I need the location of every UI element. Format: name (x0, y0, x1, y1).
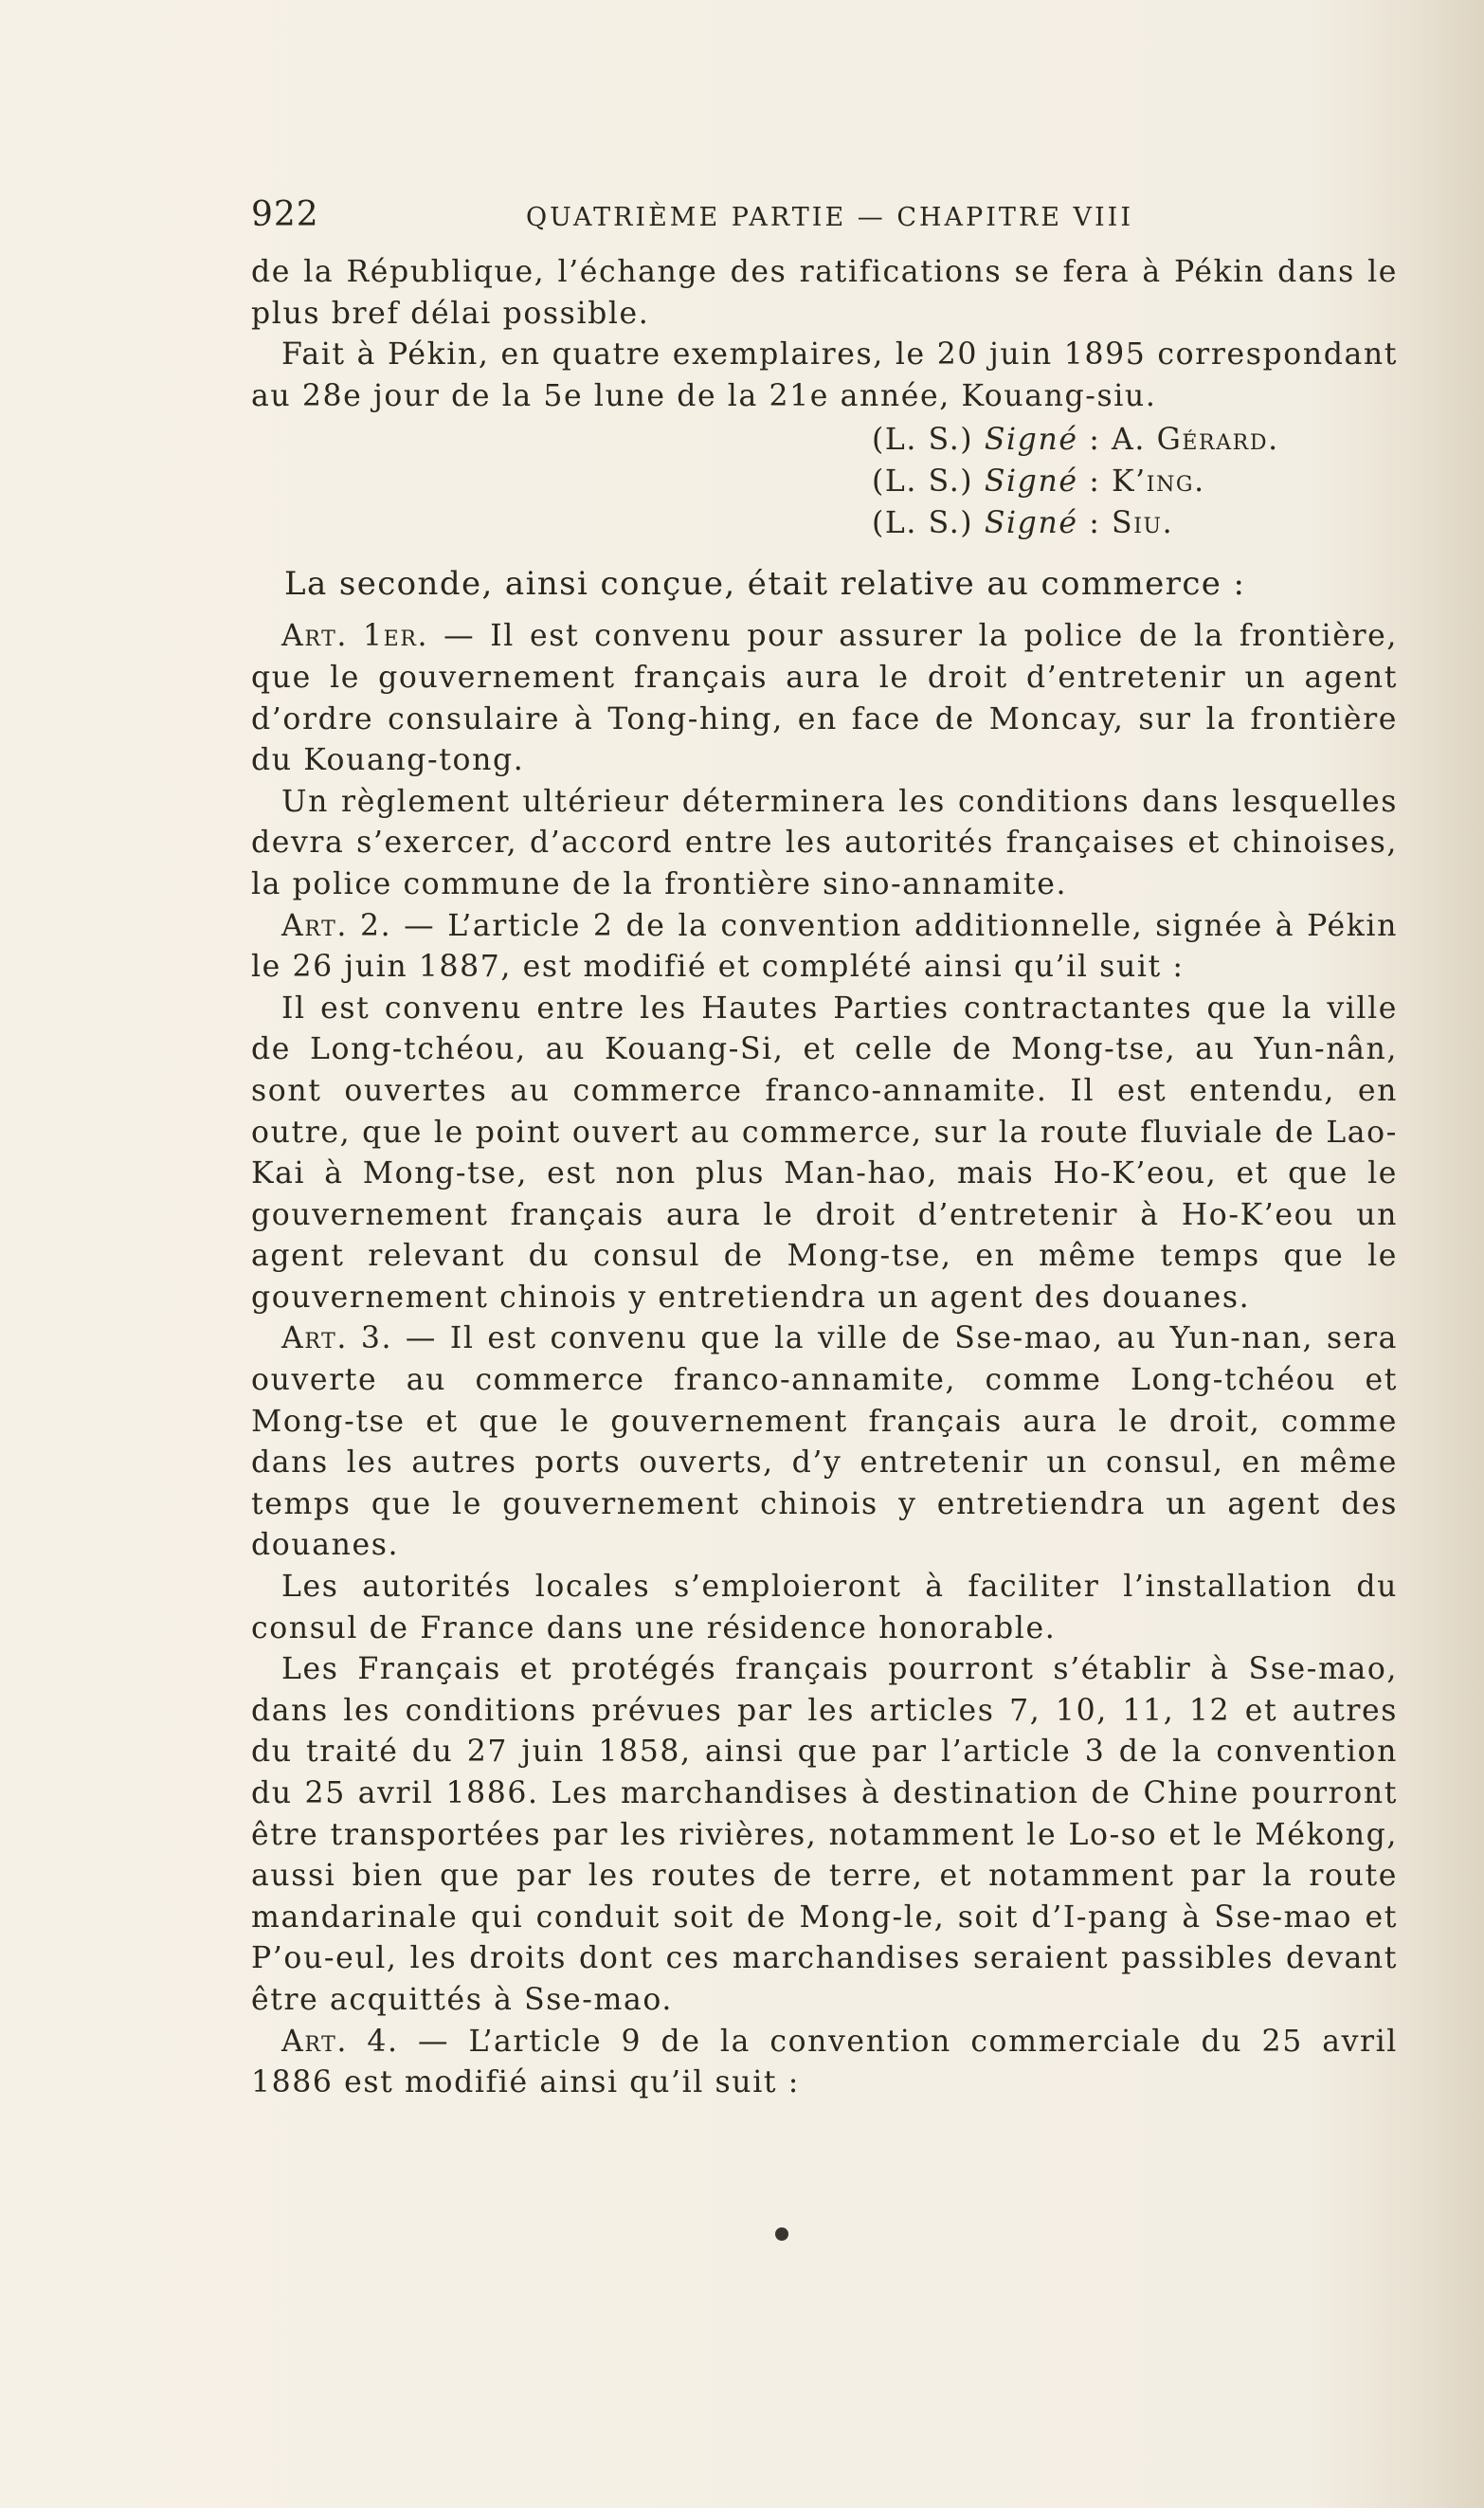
seal-mark: (L. S.) (872, 506, 974, 541)
article-text: — Il est convenu pour assurer la police de la frontière, que le gouvernement français aura le droit d’entretenir un agent d’ordre consulaire à Tong-hing, en face de Moncay, sur la frontière du Kouang-tong. (251, 619, 1398, 778)
article-text: — Il est convenu que la ville de Sse-mao, au Yun-nan, sera ouverte au commerce franco-annamite, comme Long-tchéou et Mong-tse et que le gouvernement français aura le droit, comme dans les autres ports ouverts, d’y entretenir un consul, en même temps que le gouvernement chinois y entretiendra un agent des douanes. (251, 1321, 1398, 1563)
signature-line: (L. S.) Signé : A. Gérard. (872, 423, 1279, 458)
dot-ornament (775, 2227, 788, 2241)
paragraph: Les Français et protégés français pourront s’établir à Sse-mao, dans les conditions prévues par les articles 7, 10, 11, 12 et autres du traité du 27 juin 1858, ainsi que par l’article 3 de la convention du 25 avril 1886. Les marchandises à destination de Chine pourront être transportées par les rivières, notamment le Lo-so et le Mékong, aussi bien que par les routes de terre, et notamment par la route mandarinale qui conduit soit de Mong-le, soit d’I-pang à Sse-mao et P’ou-eul, les droits dont ces marchandises seraient passibles devant être acquittés à Sse-mao. (251, 1652, 1398, 2017)
paragraph: Il est convenu entre les Hautes Parties contractantes que la ville de Long-tchéou, au Kouang-Si, et celle de Mong-tse, au Yun-nân, sont ouvertes au commerce franco-annamite. Il est entendu, en outre, que le point ouvert au commerce, sur la route fluviale de Lao-Kai à Mong-tse, est non plus Man-hao, mais Ho-K’eou, et que le gouvernement français aura le droit d’entretenir à Ho-K’eou un agent relevant du consul de Mong-tse, en même temps que le gouvernement chinois y entretiendra un agent des douanes. (251, 990, 1398, 1315)
running-title: QUATRIÈME PARTIE — CHAPITRE VIII (526, 203, 1133, 232)
seal-mark: (L. S.) (872, 464, 974, 500)
article-text: — L’article 2 de la convention additionnelle, signée à Pékin le 26 juin 1887, est modifié et complété ainsi qu’il suit : (251, 908, 1398, 985)
signature-line: (L. S.) Signé : K’ing. (872, 464, 1205, 500)
signature-role: Signé (984, 464, 1078, 500)
paragraph: Fait à Pékin, en quatre exemplaires, le 20 juin 1895 correspondant au 28e jour de la 5e lune de la 21e année, Kouang-siu. (251, 337, 1398, 413)
page-number: 922 (251, 195, 319, 234)
article-label: Art. 2. (281, 908, 392, 943)
article-1 (251, 616, 1398, 781)
article-4 (251, 2022, 1398, 2104)
article-label: Art. 4. (281, 2024, 399, 2059)
signature-role: Signé (984, 423, 1078, 458)
signatory-name: A. Gérard. (1112, 423, 1279, 458)
article-label: Art. 1er. (281, 619, 429, 654)
signatory-name: Siu. (1112, 506, 1174, 541)
section-intro: La seconde, ainsi conçue, était relative au commerce : (284, 565, 1246, 604)
paragraph: Un règlement ultérieur déterminera les conditions dans lesquelles devra s’exercer, d’accord entre les autorités françaises et chinoises, la police commune de la frontière sino-annamite. (251, 784, 1398, 901)
signature-line: (L. S.) Signé : Siu. (872, 506, 1174, 541)
signature-role: Signé (984, 506, 1078, 541)
paragraph: Les autorités locales s’emploieront à faciliter l’installation du consul de France dans une résidence honorable. (251, 1570, 1398, 1645)
article-text: — L’article 9 de la convention commerciale du 25 avril 1886 est modifié ainsi qu’il suit : (251, 2024, 1398, 2100)
paragraph: de la République, l’échange des ratifications se fera à Pékin dans le plus bref délai possible. (251, 255, 1398, 331)
article-2 (251, 906, 1398, 989)
signature-block (251, 419, 1398, 544)
body-text (251, 252, 1398, 2104)
article-3 (251, 1318, 1398, 1567)
article-label: Art. 3. (281, 1321, 393, 1356)
seal-mark: (L. S.) (872, 423, 974, 458)
page-header (251, 195, 1407, 233)
signatory-name: K’ing. (1112, 464, 1205, 500)
